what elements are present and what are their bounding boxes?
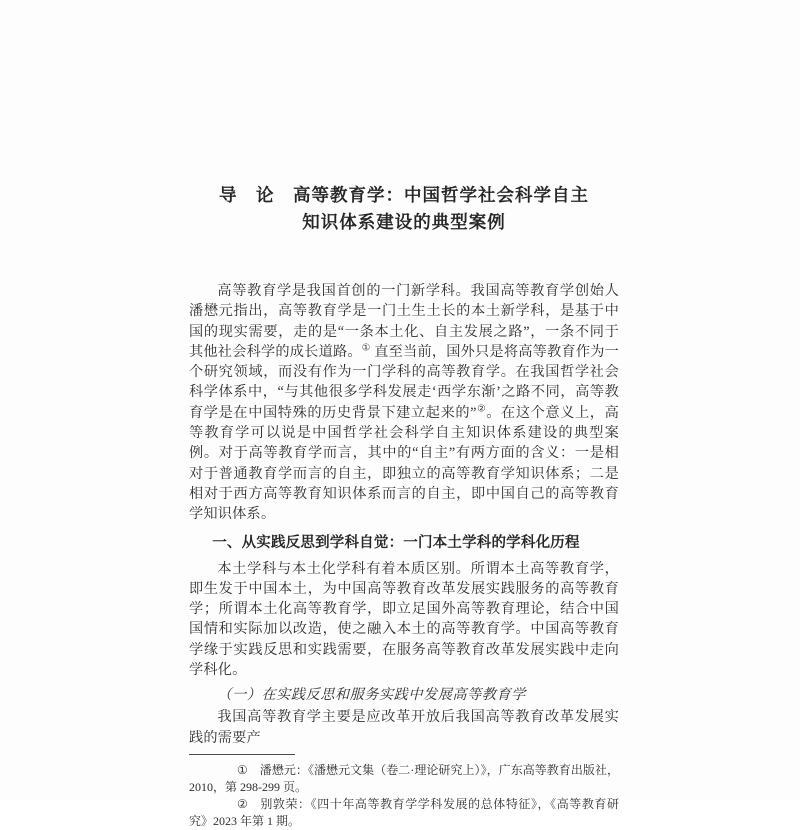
paragraph-1 [189, 281, 619, 525]
footnote-1 [189, 762, 619, 796]
footnote-1-marker: ① [237, 762, 248, 777]
chapter-title-line-2: 知识体系建设的典型案例 [302, 212, 506, 232]
footnote-1-text: 潘懋元：《潘懋元文集（卷二·理论研究上）》，广东高等教育出版社，2010，第 298-299 页。 [189, 762, 619, 794]
subsection-heading-1: （一）在实践反思和服务实践中发展高等教育学 [217, 687, 526, 704]
paragraph-1-text-b: 直至当前，国外只是将高等教育作为一个研究领域，而没有作为一门学科的高等教育学。在我国哲学社会科学体系中，“与其他很多学科发展走‘西学东渐’之路不同，高等教育学是在中国特殊的历史背景下建立起来的” [189, 343, 619, 421]
paragraph-1-text-c: 。在这个意义上，高等教育学可以说是中国哲学社会科学自主知识体系建设的典型案例。对于高等教育学而言，其中的“自主”有两方面的含义：一是相对于普通教育学而言的自主，即独立的高等教育学知识体系；二是相对于西方高等教育知识体系而言的自主，即中国自己的高等教育学知识体系。 [189, 404, 619, 523]
footnote-ref-1: ① [361, 343, 371, 354]
footnote-2 [189, 796, 619, 830]
paragraph-2: 本土学科与本土化学科有着本质区别。所谓本土高等教育学，即生发于中国本土，为中国高等教育改革发展实践服务的高等教育学；所谓本土化高等教育学，即立足国外高等教育理论，结合中国国情和实际加以改造，使之融入本土的高等教育学。中国高等教育学缘于实践反思和实践需要，在服务高等教育改革发展实践中走向学科化。 [189, 560, 619, 679]
chapter-title [189, 182, 619, 236]
paragraph-3: 我国高等教育学主要是应改革开放后我国高等教育改革发展实践的需要产 [189, 709, 619, 746]
section-heading-1: 一、从实践反思到学科自觉：一门本土学科的学科化历程 [212, 534, 580, 551]
footnote-2-text: 别敦荣：《四十年高等教育学学科发展的总体特征》，《高等教育研究》2023 年第 1 期。 [189, 796, 619, 828]
paragraph-1-text-a: 高等教育学是我国首创的一门新学科。我国高等教育学创始人潘懋元指出，高等教育学是一门土生土长的本土新学科，是基于中国的现实需要，走的是“一条本土化、自主发展之路”，一条不同于其他社会科学的成长道路。 [189, 283, 619, 360]
footnotes [189, 762, 619, 830]
footnote-2-marker: ② [237, 796, 248, 811]
text-block [189, 182, 619, 830]
footnote-separator [189, 754, 295, 755]
footnote-ref-2: ② [476, 404, 487, 415]
chapter-title-line-1: 导 论 高等教育学：中国哲学社会科学自主 [219, 185, 589, 205]
